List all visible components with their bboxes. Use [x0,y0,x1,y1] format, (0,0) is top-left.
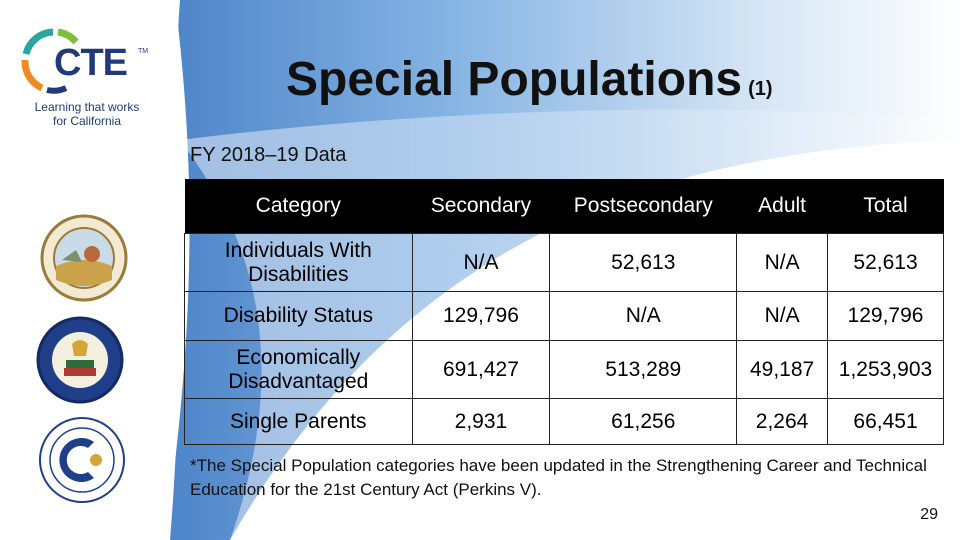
cell-category: Economically Disadvantaged [185,341,413,399]
header-adult: Adult [737,179,828,234]
special-populations-table [184,179,944,445]
cell-secondary: 129,796 [412,292,550,341]
cell-adult: N/A [737,292,828,341]
cte-wordmark: CTE [54,42,127,84]
cell-postsecondary: 61,256 [550,399,737,445]
cell-total: 66,451 [828,399,944,445]
left-panel [0,0,165,540]
cell-total: 129,796 [828,292,944,341]
title-main: Special Populations [286,53,743,106]
trademark-mark: TM [138,48,149,55]
page-number: 29 [920,506,938,523]
cell-postsecondary: N/A [550,292,737,341]
community-colleges-seal-icon [38,416,126,504]
cell-category: Disability Status [185,292,413,341]
cell-total: 1,253,903 [828,341,944,399]
state-board-seal-icon [40,214,128,302]
table-row [185,341,944,399]
department-of-education-seal-icon [36,316,124,404]
title-note: (1) [748,78,773,100]
cell-total: 52,613 [828,234,944,292]
table-row [185,292,944,341]
cell-secondary: N/A [412,234,550,292]
cell-adult: 49,187 [737,341,828,399]
header-secondary: Secondary [412,179,550,234]
header-total: Total [828,179,944,234]
cte-logo [20,28,150,128]
tagline-line-1: Learning that works [34,100,140,114]
cell-secondary: 691,427 [412,341,550,399]
cell-category: Individuals With Disabilities [185,234,413,292]
cell-adult: N/A [737,234,828,292]
table-header-row [185,179,944,234]
cell-secondary: 2,931 [412,399,550,445]
header-postsecondary: Postsecondary [550,179,737,234]
cell-category: Single Parents [185,399,413,445]
slide-subtitle: FY 2018–19 Data [190,144,347,166]
cell-postsecondary: 52,613 [550,234,737,292]
footnote: *The Special Population categories have been updated in the Strengthening Career and Technical Education for the 21st Century Act (Perkins V). [190,456,927,499]
table-row [185,399,944,445]
cell-adult: 2,264 [737,399,828,445]
header-category: Category [185,179,413,234]
tagline-line-2: for California [52,114,122,128]
cell-postsecondary: 513,289 [550,341,737,399]
logo-tagline [22,100,152,128]
table-row [185,234,944,292]
slide-title [286,52,773,107]
